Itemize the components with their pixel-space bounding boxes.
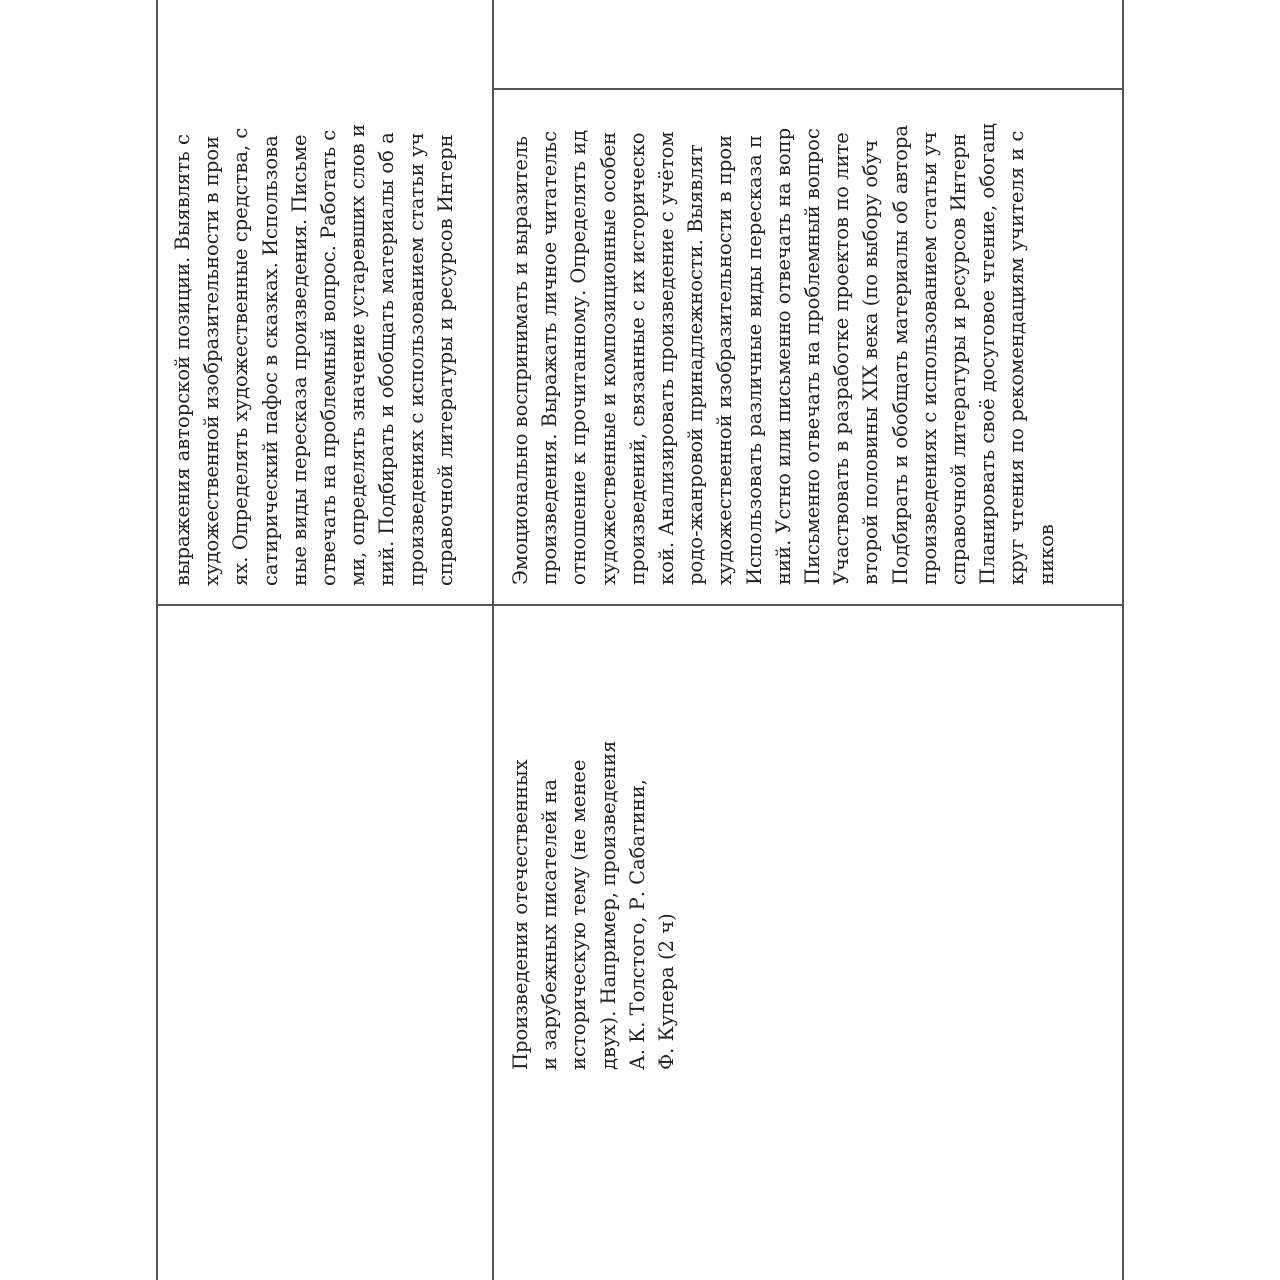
topic-cell: Произведения отечественных и зарубежных писателей на историческую тему (не менее двух). Например, произведения А. К. Толстого, Р. Сабатини, Ф. Купера (2 ч) [509, 740, 679, 1070]
table-border-top [156, 0, 158, 1280]
row-divider [492, 88, 1124, 90]
column-divider [492, 0, 494, 1280]
topic-cell-empty [494, 1090, 694, 1280]
row-divider [156, 604, 1124, 606]
activities-cell: Эмоционально воспринимать и выразитель произведения. Выражать личное читательс отношение к прочитанному. Определять ид художественные и композиционные особен произведений, связанные с их историческо кой. Анализировать произведение с учётом родо-жанровой принадлежности. Выявлят художественной изобразительности в прои Использовать различные виды пересказа п ний. Устно или письменно отвечать на вопр Письменно отвечать на проблемный вопрос Участвовать в разработке проектов по лите второй половины XIX века (по выбору обуч Подбирать и обобщать материалы об автора произведениях с использованием статьи уч справочной литературы и ресурсов Интерн Планировать своё досуговое чтение, обогащ круг чтения по рекомендациям учителя и с ников [509, 123, 1058, 585]
activities-cell-empty [816, 1090, 1016, 1280]
activities-cell: выражения авторской позиции. Выявлять с художественной изобразительности в прои ях. Определять художественные средства, с сатирический пафос в сказках. Использова ные виды пересказа произведения. Письме отвечать на проблемный вопрос. Работать с ми, определять значение устаревших слов и ний. Подбирать и обобщать материалы об а произведениях с использованием статьи уч справочной литературы и ресурсов Интерн [171, 124, 457, 586]
rotated-table [156, 0, 1124, 1280]
table-border-bottom [1122, 0, 1124, 1280]
